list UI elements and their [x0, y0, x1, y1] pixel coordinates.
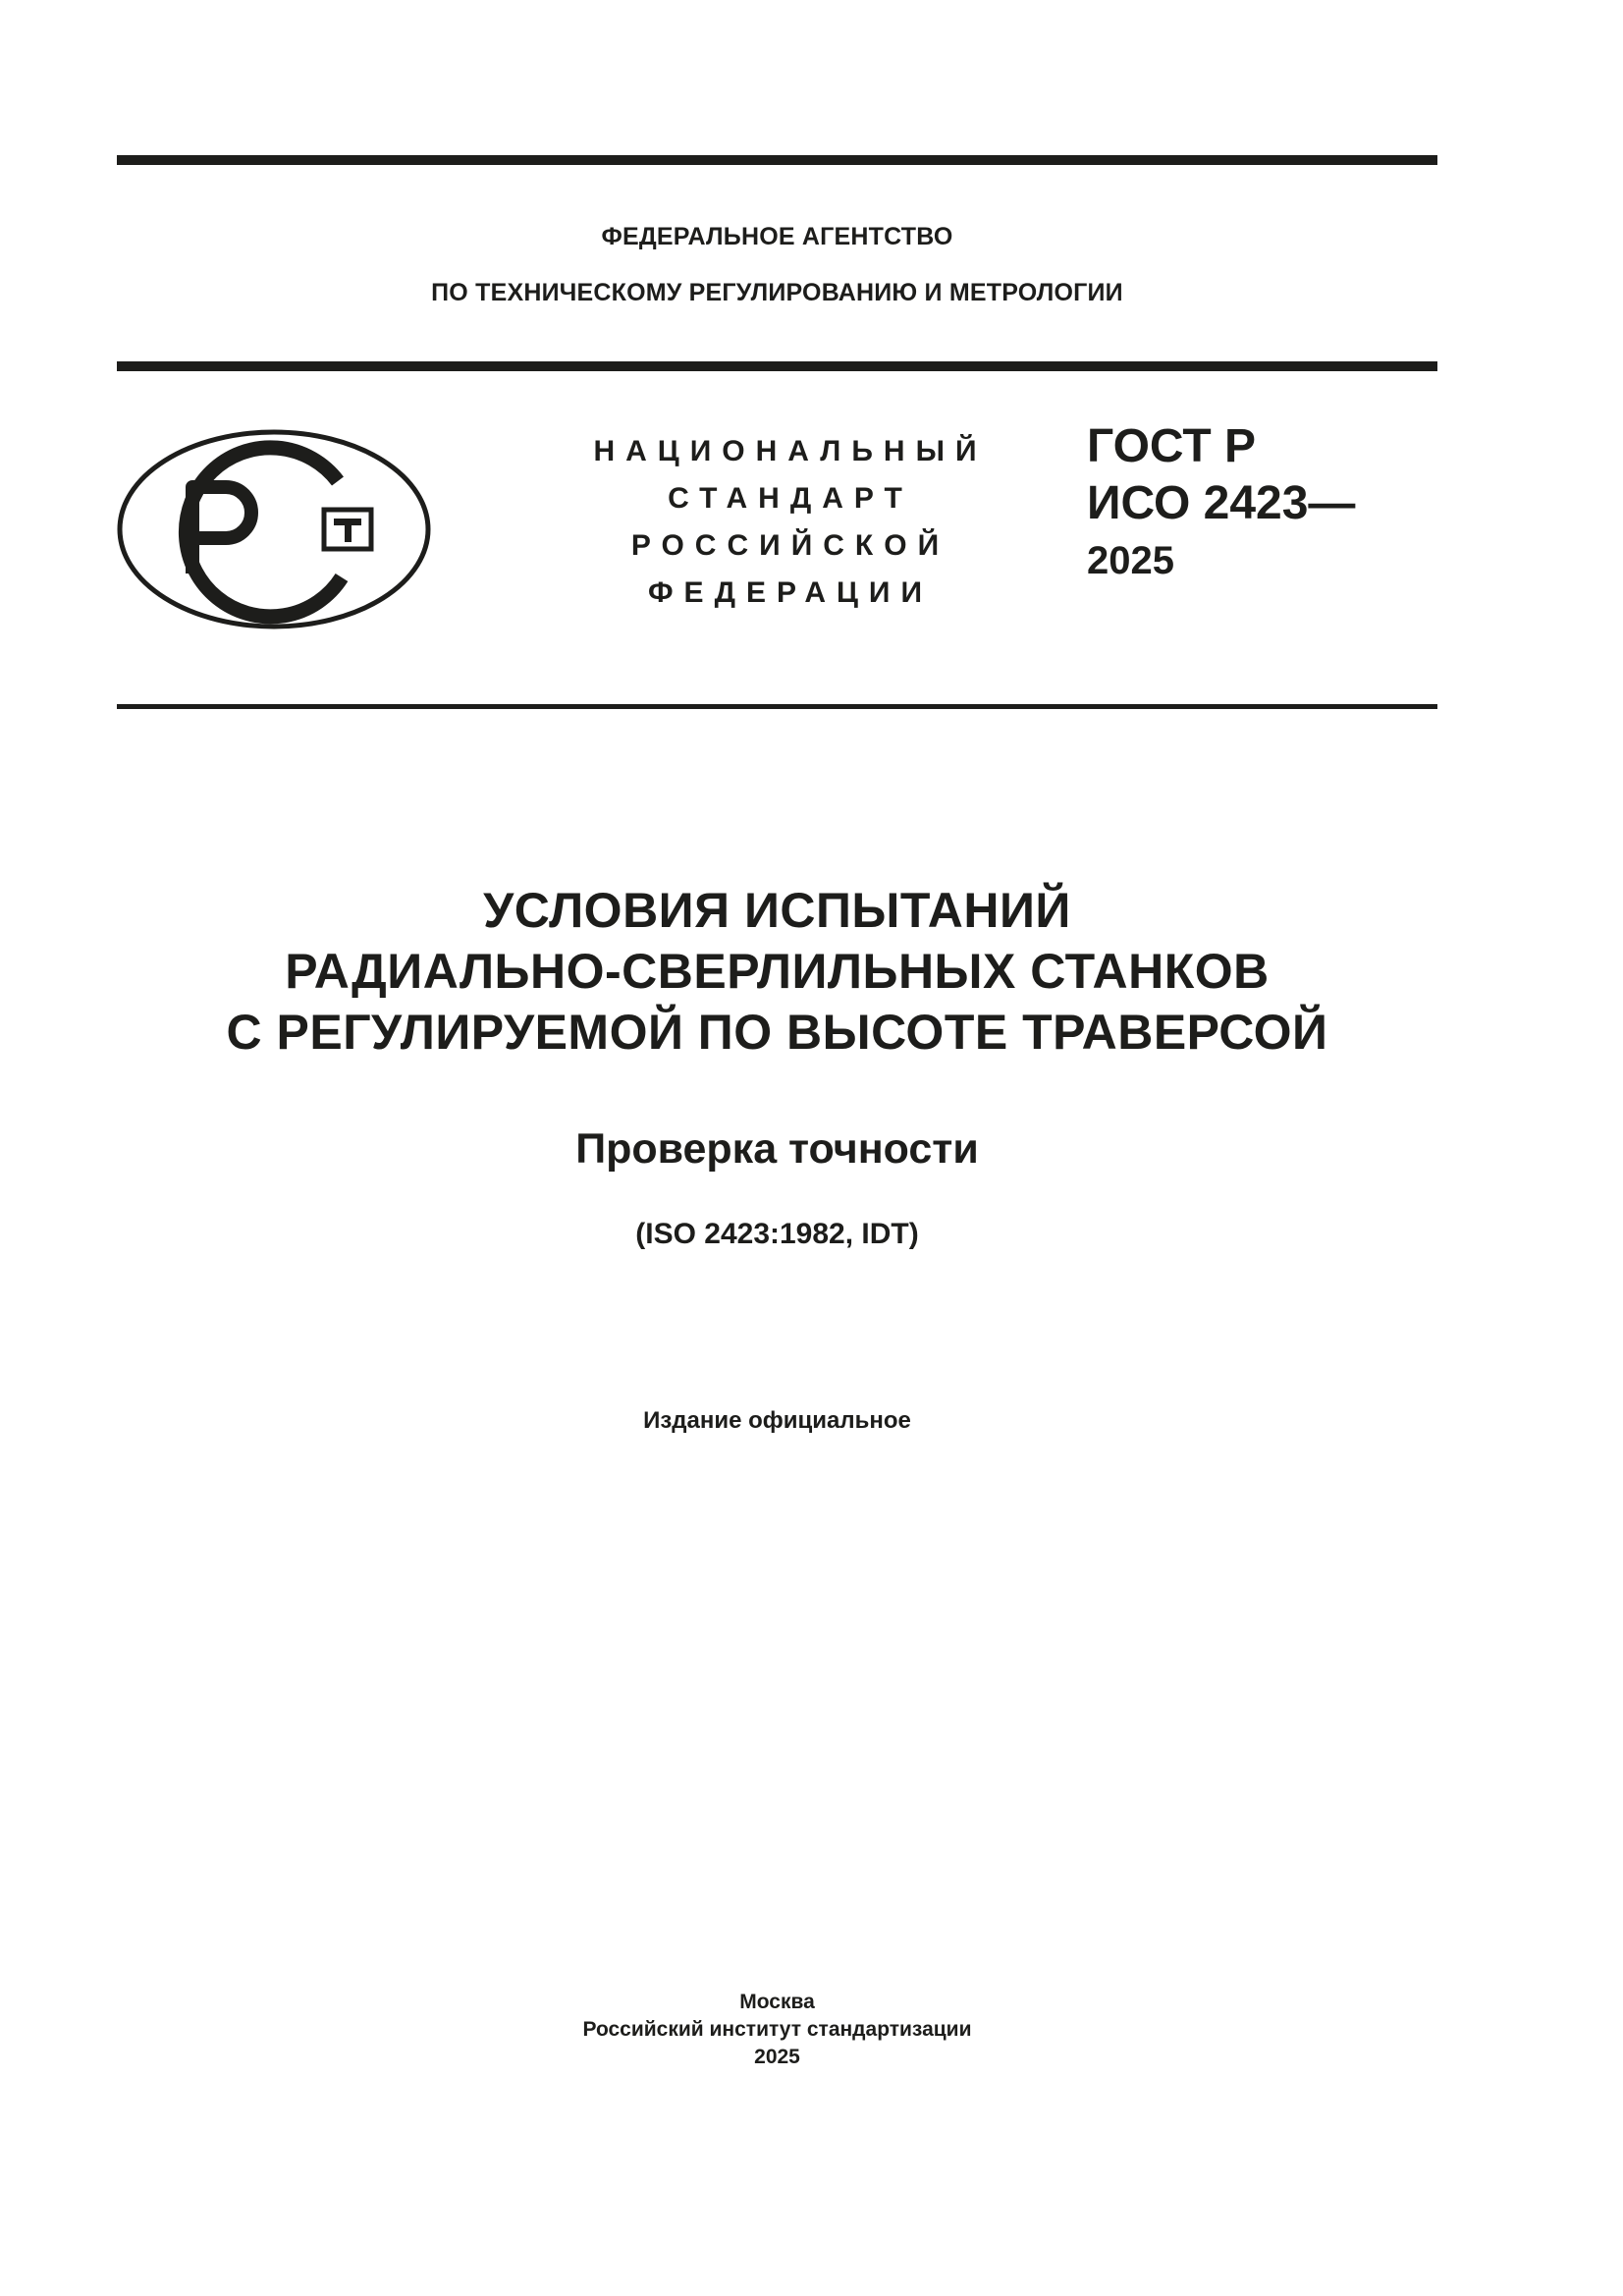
document-title [0, 880, 1554, 1063]
iso-reference: (ISO 2423:1982, IDT) [635, 1218, 919, 1250]
top-rule [117, 155, 1437, 165]
publisher-city: Москва [739, 1991, 815, 2013]
standard-block-rule [117, 704, 1437, 709]
header-divider-rule [117, 361, 1437, 371]
agency-line-1: ФЕДЕРАЛЬНОЕ АГЕНТСТВО [601, 223, 953, 250]
publisher-organization: Российский институт стандартизации [582, 2018, 972, 2041]
national-line-2: СТАНДАРТ [668, 482, 913, 515]
standard-designation [1087, 418, 1355, 589]
edition-note: Издание официальное [643, 1407, 911, 1434]
agency-line-2: ПО ТЕХНИЧЕСКОМУ РЕГУЛИРОВАНИЮ И МЕТРОЛОГИИ [431, 279, 1123, 306]
designation-line-2: ИСО 2423— [1087, 477, 1356, 529]
designation-year: 2025 [1087, 539, 1174, 582]
national-standard-label [560, 428, 1021, 617]
national-line-1: НАЦИОНАЛЬНЫЙ [593, 435, 988, 467]
title-line-1: УСЛОВИЯ ИСПЫТАНИЙ [483, 883, 1071, 938]
title-line-3: С РЕГУЛИРУЕМОЙ ПО ВЫСОТЕ ТРАВЕРСОЙ [226, 1005, 1328, 1060]
title-line-2: РАДИАЛЬНО-СВЕРЛИЛЬНЫХ СТАНКОВ [285, 944, 1270, 999]
document-subtitle: Проверка точности [575, 1125, 979, 1173]
publisher-block [0, 1989, 1554, 2071]
publisher-year: 2025 [754, 2046, 800, 2068]
designation-line-1: ГОСТ Р [1087, 420, 1257, 472]
national-line-3: РОССИЙСКОЙ [630, 529, 950, 562]
national-line-4: ФЕДЕРАЦИИ [647, 576, 934, 609]
rst-mark-icon [116, 428, 432, 630]
